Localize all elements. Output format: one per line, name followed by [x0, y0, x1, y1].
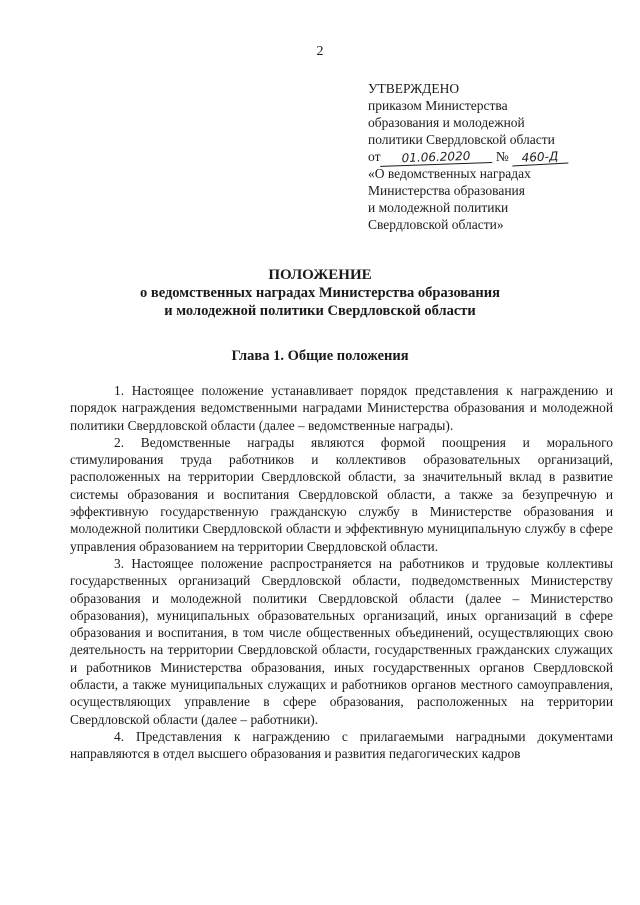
title-line: и молодежной политики Свердловской области — [164, 303, 476, 319]
order-date-number-row — [368, 148, 618, 165]
title-main: ПОЛОЖЕНИЕ — [268, 267, 372, 283]
document-title — [0, 266, 640, 320]
approval-heading: УТВЕРЖДЕНО — [368, 81, 460, 96]
paragraph-2: 2. Ведомственные награды являются формой поощрения и морального стимулирования труда работников и коллективов образовательных организаций, расположенных на территории Свердловской области, за значительный вклад в развитие системы образования и воспитания Свердловской области, а также за безупречную и эффективную государственную гражданскую службу в Министерстве образования и молодежной политики Свердловской области и эффективную муниципальную службу в сфере управления образованием на территории Свердловской области. — [70, 434, 613, 554]
approval-line: приказом Министерства — [368, 98, 508, 113]
number-sign: № — [495, 149, 509, 164]
paragraph-3: 3. Настоящее положение распространяется на работников и трудовые коллективы государственных организаций Свердловской области, подведомственных Министерству образования и молодежной политики Свердловской области (далее – Министерство образования), муниципальных образовательных организаций, иных организаций в сфере образования и воспитания, в том числе общественных объединений, осуществляющих свою деятельность на территории Свердловской области, государственных гражданских служащих и работников Министерства образования, иных государственных органов Свердловской области, а также муниципальных служащих и работников органов местного самоуправления, осуществляющих управление в сфере образования, расположенных на территории Свердловской области (далее – работники). — [70, 555, 613, 727]
chapter-heading: Глава 1. Общие положения — [231, 348, 409, 364]
paragraph-1: 1. Настоящее положение устанавливает порядок представления к награждению и порядок награждения ведомственными наградами Министерства образования и молодежной политики Свердловской области (далее – ведомственные награды). — [70, 383, 613, 433]
approval-subject-line: Свердловской области» — [368, 217, 504, 232]
approval-line: политики Свердловской области — [368, 132, 555, 147]
approval-subject-line: и молодежной политики — [368, 200, 509, 215]
handwritten-order-number: 460-Д — [512, 149, 569, 167]
document-body — [70, 382, 613, 763]
date-prefix: от — [368, 149, 381, 164]
handwritten-date: 01.06.2020 — [380, 148, 492, 167]
paragraph-4: 4. Представления к награждению с прилагаемыми наградными документами направляются в отдел высшего образования и развития педагогических кадров — [70, 728, 613, 762]
approval-line: образования и молодежной — [368, 115, 525, 130]
title-line: о ведомственных наградах Министерства образования — [140, 285, 500, 301]
approval-subject-line: Министерства образования — [368, 183, 525, 198]
approval-stamp-block — [368, 80, 618, 233]
approval-subject-line: «О ведомственных наградах — [368, 166, 531, 181]
page-number: 2 — [316, 44, 324, 59]
